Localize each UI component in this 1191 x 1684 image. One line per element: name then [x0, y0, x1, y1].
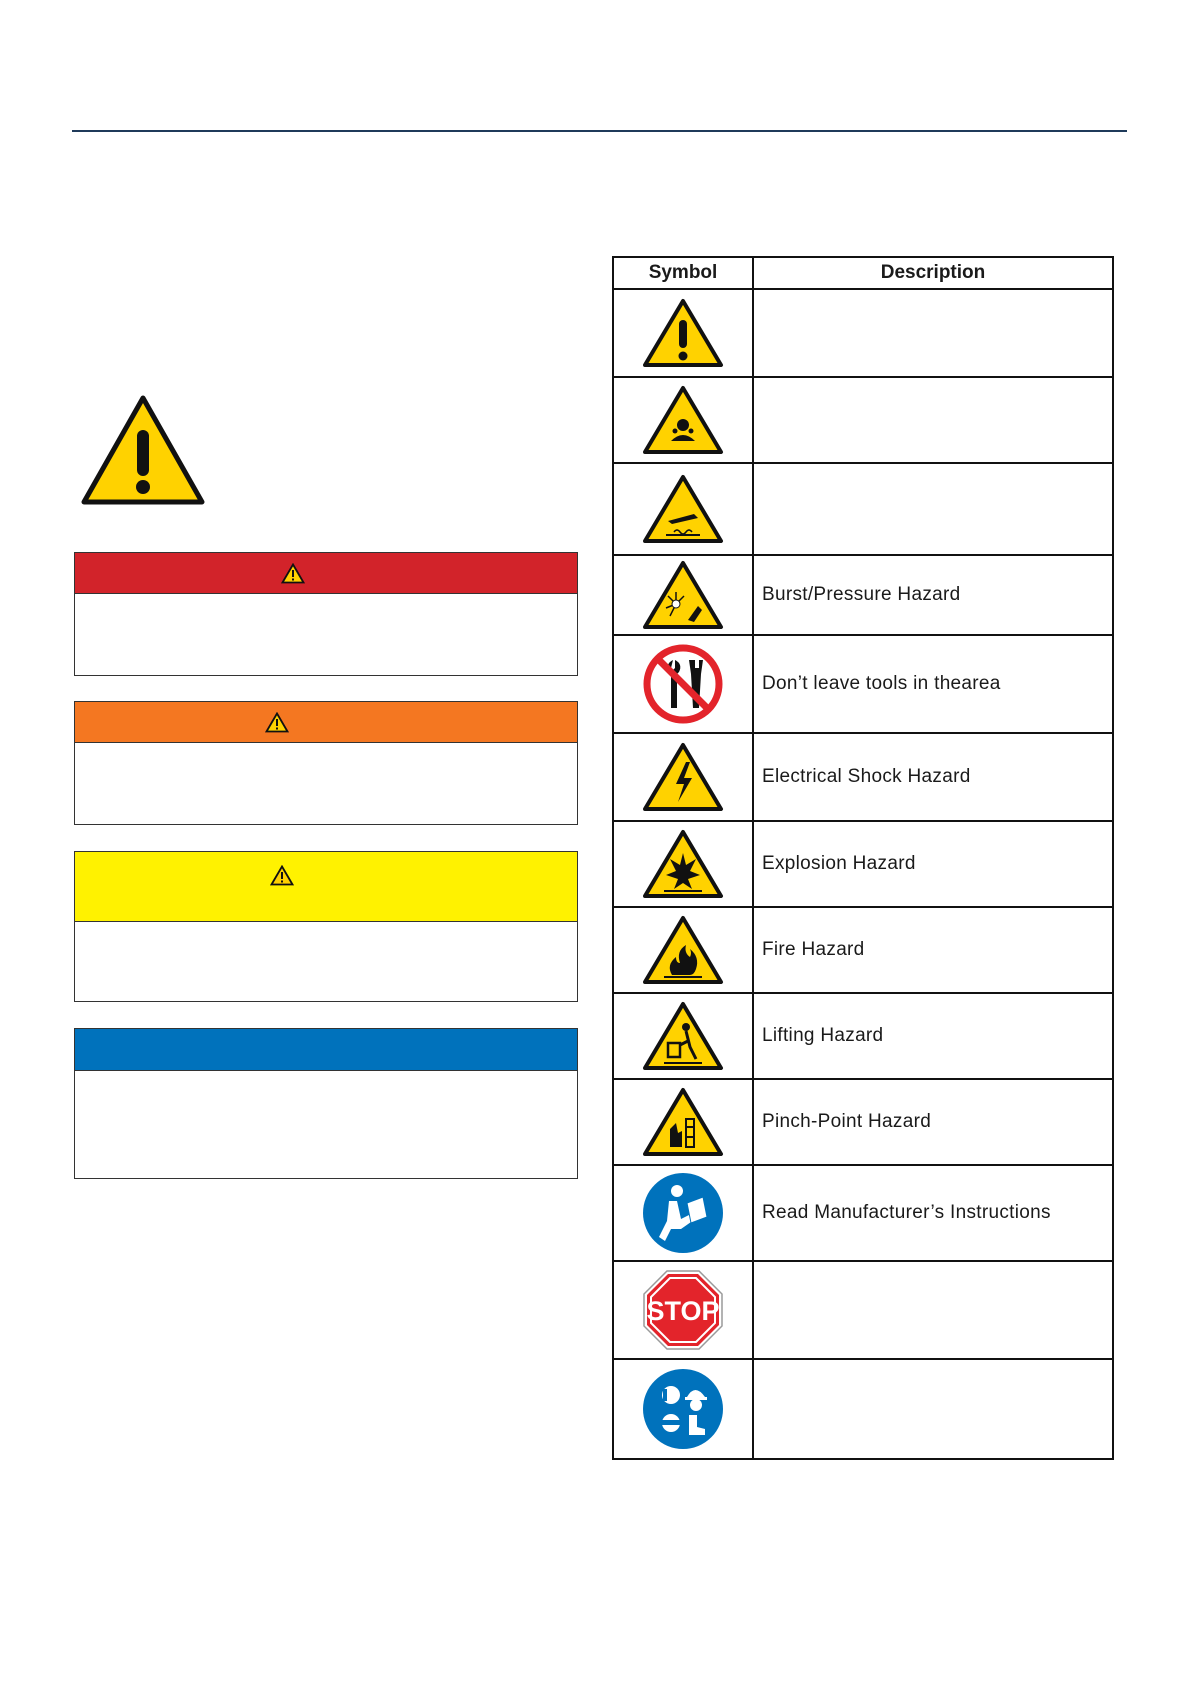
table-row: [613, 1079, 1113, 1165]
symbol-description: Fire Hazard: [753, 907, 1113, 993]
symbol-table: [612, 256, 1114, 1460]
caution-header: [75, 852, 577, 922]
description-column-header: Description: [753, 257, 1113, 289]
notice-header: [75, 1029, 577, 1071]
table-row: [613, 733, 1113, 821]
warning-header: [75, 702, 577, 743]
symbol-description: [753, 463, 1113, 555]
lifting-icon: [642, 1001, 724, 1071]
general-warning-icon: [642, 298, 724, 368]
table-row: [613, 821, 1113, 907]
ppe-icon: [641, 1367, 725, 1451]
danger-header: [75, 553, 577, 594]
table-row: [613, 635, 1113, 733]
explosion-icon: [642, 829, 724, 899]
alert-icon: [270, 865, 294, 886]
general-warning-icon: [80, 394, 206, 506]
top-rule: [72, 130, 1127, 132]
symbol-description: [753, 1261, 1113, 1359]
symbol-description: [753, 1359, 1113, 1459]
symbol-description: Pinch-Point Hazard: [753, 1079, 1113, 1165]
symbol-description: Lifting Hazard: [753, 993, 1113, 1079]
danger-box: [74, 552, 578, 676]
electrical-shock-icon: [642, 742, 724, 812]
symbol-description: Burst/Pressure Hazard: [753, 555, 1113, 635]
table-row: [613, 907, 1113, 993]
symbol-column-header: Symbol: [613, 257, 753, 289]
symbol-description: Explosion Hazard: [753, 821, 1113, 907]
table-header-row: [613, 257, 1113, 289]
table-row: [613, 377, 1113, 463]
symbol-description: [753, 377, 1113, 463]
warning-box: [74, 701, 578, 825]
symbol-description: Electrical Shock Hazard: [753, 733, 1113, 821]
table-row: [613, 289, 1113, 377]
pinch-point-icon: [642, 1087, 724, 1157]
burst-pressure-icon: [642, 560, 724, 630]
stop-sign-text: STOP: [646, 1296, 720, 1326]
no-tools-icon: [641, 642, 725, 726]
table-row: [613, 463, 1113, 555]
table-row: [613, 1165, 1113, 1261]
alert-icon: [265, 712, 289, 733]
table-row: [613, 1359, 1113, 1459]
hot-surface-hazard-icon: [642, 474, 724, 544]
alert-icon: [281, 563, 305, 584]
symbol-description: Don’t leave tools in thearea: [753, 635, 1113, 733]
stop-sign-icon: [641, 1268, 725, 1352]
toxic-hazard-icon: [642, 385, 724, 455]
table-row: [613, 1261, 1113, 1359]
table-row: [613, 993, 1113, 1079]
symbol-description: Read Manufacturer’s Instructions: [753, 1165, 1113, 1261]
table-row: [613, 555, 1113, 635]
symbol-description: [753, 289, 1113, 377]
caution-box: [74, 851, 578, 1002]
read-instructions-icon: [641, 1171, 725, 1255]
notice-box: [74, 1028, 578, 1179]
fire-icon: [642, 915, 724, 985]
